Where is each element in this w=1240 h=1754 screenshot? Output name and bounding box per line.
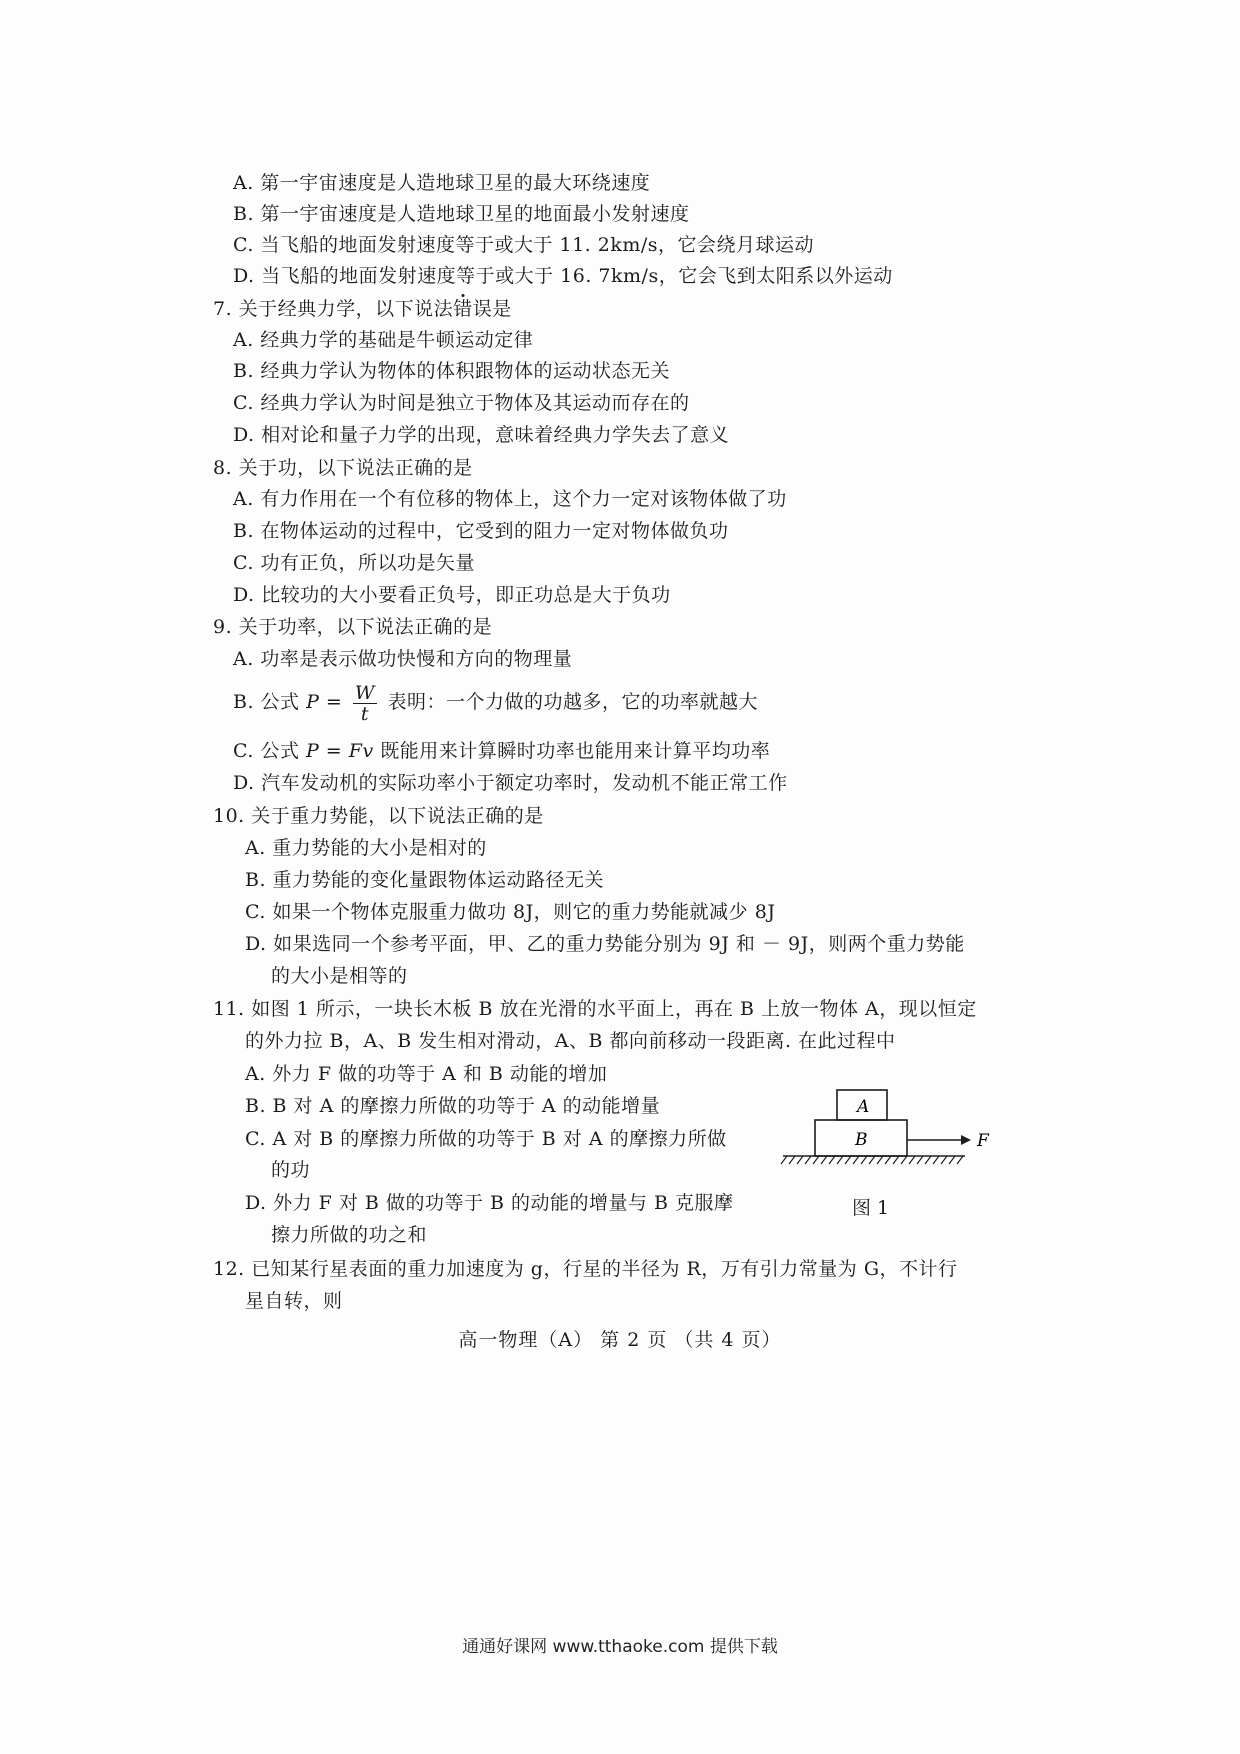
- q7-stem: [213, 296, 512, 322]
- figure-1-diagram: [775, 1085, 1005, 1220]
- q8-stem: 8. 关于功，以下说法正确的是: [213, 457, 473, 479]
- q9-c-pre: C. 公式: [233, 740, 306, 762]
- fraction-numerator: W: [354, 681, 375, 704]
- q9-b-post: 表明：一个力做的功越多，它的功率就越大: [380, 691, 758, 713]
- q9-b-pre: B. 公式: [233, 691, 307, 713]
- force-arrow-head: [961, 1135, 971, 1145]
- q11-option-a: A. 外力 F 做的功等于 A 和 B 动能的增加: [245, 1063, 608, 1085]
- block-b-label: B: [855, 1130, 868, 1150]
- q6-option-b: B. 第一宇宙速度是人造地球卫星的地面最小发射速度: [233, 203, 690, 225]
- q11-stem-line1: 11. 如图 1 所示，一块长木板 B 放在光滑的水平面上，再在 B 上放一物体 A，现以恒定: [213, 998, 977, 1020]
- q9-option-b: [233, 680, 758, 724]
- block-a-label: A: [857, 1097, 870, 1117]
- q9-stem: 9. 关于功率，以下说法正确的是: [213, 616, 493, 638]
- q7-option-b: B. 经典力学认为物体的体积跟物体的运动状态无关: [233, 360, 671, 382]
- q7-option-a: A. 经典力学的基础是牛顿运动定律: [233, 329, 534, 351]
- q7-stem-emphasis: 错: [453, 298, 473, 320]
- q7-stem-post: 误是: [472, 298, 512, 320]
- q11-stem-line2: 的外力拉 B，A、B 发生相对滑动，A、B 都向前移动一段距离. 在此过程中: [245, 1030, 896, 1052]
- q11-option-c-line2: 的功: [271, 1159, 311, 1181]
- power-fraction: [353, 683, 377, 724]
- q11-option-d-line1: D. 外力 F 对 B 做的功等于 B 的动能的增量与 B 克服摩: [245, 1192, 734, 1214]
- q8-option-c: C. 功有正负，所以功是矢量: [233, 552, 475, 574]
- q12-stem-line2: 星自转，则: [245, 1290, 343, 1312]
- q11-option-b: B. B 对 A 的摩擦力所做的功等于 A 的动能增量: [245, 1095, 661, 1117]
- q10-stem: 10. 关于重力势能，以下说法正确的是: [213, 805, 544, 827]
- q9-c-formula: P = Fv: [305, 740, 374, 762]
- q8-option-d: D. 比较功的大小要看正负号，即正功总是大于负功: [233, 584, 671, 606]
- q10-option-a: A. 重力势能的大小是相对的: [245, 837, 487, 859]
- q9-option-c: [233, 738, 770, 764]
- q10-option-c: C. 如果一个物体克服重力做功 8J，则它的重力势能就减少 8J: [245, 901, 776, 923]
- q8-option-a: A. 有力作用在一个有位移的物体上，这个力一定对该物体做了功: [233, 488, 787, 510]
- q7-option-d: D. 相对论和量子力学的出现，意味着经典力学失去了意义: [233, 424, 730, 446]
- fraction-denominator: t: [360, 702, 369, 725]
- q7-stem-pre: 7. 关于经典力学，以下说法: [213, 298, 454, 320]
- q6-option-a: A. 第一宇宙速度是人造地球卫星的最大环绕速度: [233, 172, 651, 194]
- q6-option-c: C. 当飞船的地面发射速度等于或大于 11. 2km/s，它会绕月球运动: [233, 234, 815, 256]
- q11-option-c-line1: C. A 对 B 的摩擦力所做的功等于 B 对 A 的摩擦力所做: [245, 1128, 727, 1150]
- figure-1-caption: 图 1: [852, 1197, 890, 1219]
- ground-hatching: [781, 1156, 963, 1164]
- q9-c-post: 既能用来计算瞬时功率也能用来计算平均功率: [373, 740, 771, 762]
- download-credit: 通通好课网 www.tthaoke.com 提供下载: [462, 1637, 778, 1657]
- q9-b-eq: =: [319, 691, 349, 713]
- q8-option-b: B. 在物体运动的过程中，它受到的阻力一定对物体做负功: [233, 520, 729, 542]
- q9-option-a: A. 功率是表示做功快慢和方向的物理量: [233, 648, 573, 670]
- page-footer: 高一物理（A） 第 2 页 （共 4 页）: [458, 1329, 782, 1351]
- q7-option-c: C. 经典力学认为时间是独立于物体及其运动而存在的: [233, 392, 690, 414]
- force-label: F: [977, 1131, 989, 1151]
- q11-option-d-line2: 擦力所做的功之和: [271, 1224, 428, 1246]
- q10-option-d-line1: D. 如果选同一个参考平面，甲、乙的重力势能分别为 9J 和 － 9J，则两个重力势能: [245, 933, 965, 955]
- q6-option-d: D. 当飞船的地面发射速度等于或大于 16. 7km/s，它会飞到太阳系以外运动: [233, 265, 893, 287]
- q10-option-d-line2: 的大小是相等的: [271, 965, 408, 987]
- q12-stem-line1: 12. 已知某行星表面的重力加速度为 g，行星的半径为 R，万有引力常量为 G，不计行: [213, 1258, 958, 1280]
- q9-option-d: D. 汽车发动机的实际功率小于额定功率时，发动机不能正常工作: [233, 772, 788, 794]
- q9-b-var: P: [306, 691, 320, 713]
- q10-option-b: B. 重力势能的变化量跟物体运动路径无关: [245, 869, 605, 891]
